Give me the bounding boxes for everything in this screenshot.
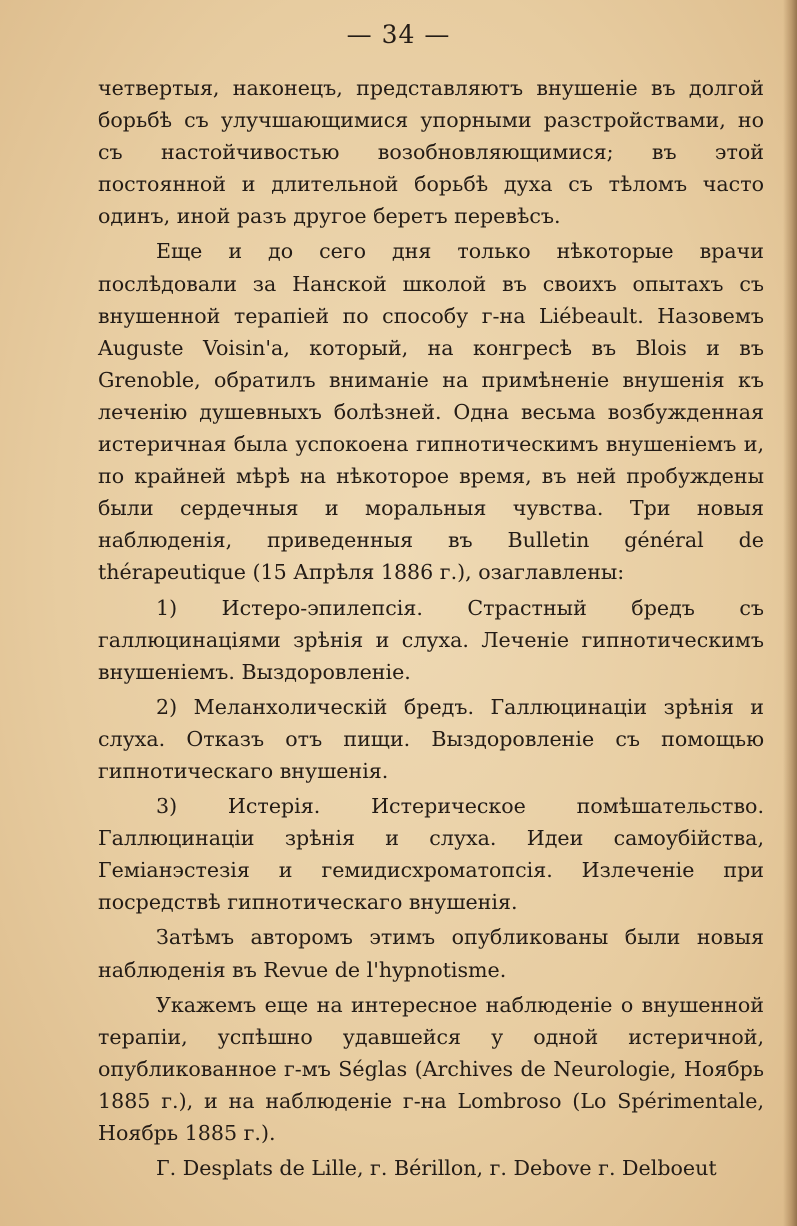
list-item: 1) Истеро-эпилепсія. Страстный бредъ съ галлюцинаціями зрѣнія и слуха. Леченіе гипнотическимъ внушеніемъ. Выздоровленіе. xyxy=(98,595,764,684)
list-item: 2) Меланхолическій бредъ. Галлюцинаціи зрѣнія и слуха. Отказъ отъ пищи. Выздоровленіе съ помощью гипнотическаго внушенія. xyxy=(98,694,764,783)
paragraph: Затѣмъ авторомъ этимъ опубликованы были новыя наблюденія въ Revue de l'hypnotisme. xyxy=(98,925,764,982)
paragraph: четвертыя, наконецъ, представляютъ внушеніе въ долгой борьбѣ съ улучшающимися упорными разстройствами, но съ настойчивостью возобновляющимися; въ этой постоянной и длительной борьбѣ духа съ тѣломъ часто одинъ, иной разъ другое беретъ перевѣсъ. xyxy=(98,76,764,229)
body-text xyxy=(98,72,764,1187)
paragraph: Г. Desplats de Lille, г. Bérillon, г. Debove г. Delboeut xyxy=(156,1156,717,1181)
page-edge-shadow xyxy=(783,0,797,1226)
paragraph: Укажемъ еще на интересное наблюденіе о внушенной терапіи, успѣшно удавшейся у одной истеричной, опубликованное г-мъ Séglas (Archives de Neurologie, Ноябрь 1885 г.), и на наблюденіе г-на Lombroso (Lo Spérimentale, Ноябрь 1885 г.). xyxy=(98,992,764,1145)
page-number: — 34 — xyxy=(346,20,451,49)
list-item: 3) Истерія. Истерическое помѣшательство. Галлюцинаціи зрѣнія и слуха. Идеи самоубійства, Геміанэстезія и гемидисхроматопсія. Излеченіе при посредствѣ гипнотическаго внушенія. xyxy=(98,794,764,915)
paragraph: Еще и до сего дня только нѣкоторые врачи послѣдовали за Нанской школой въ своихъ опытахъ съ внушенной терапіей по способу г-на Liébeault. Назовемъ Auguste Voisin'а, который, на конгресѣ въ Blois и въ Grenoble, обратилъ вниманіе на примѣненіе внушенія къ леченію душевныхъ болѣзней. Одна весьма возбужденная истеричная была успокоена гипнотическимъ внушеніемъ и, по крайней мѣрѣ на нѣкоторое время, въ ней пробуждены были сердечныя и моральныя чувства. Три новыя наблюденія, приведенныя въ Bulletin général de thérapeutique (15 Апрѣля 1886 г.), озаглавлены: xyxy=(98,239,764,585)
